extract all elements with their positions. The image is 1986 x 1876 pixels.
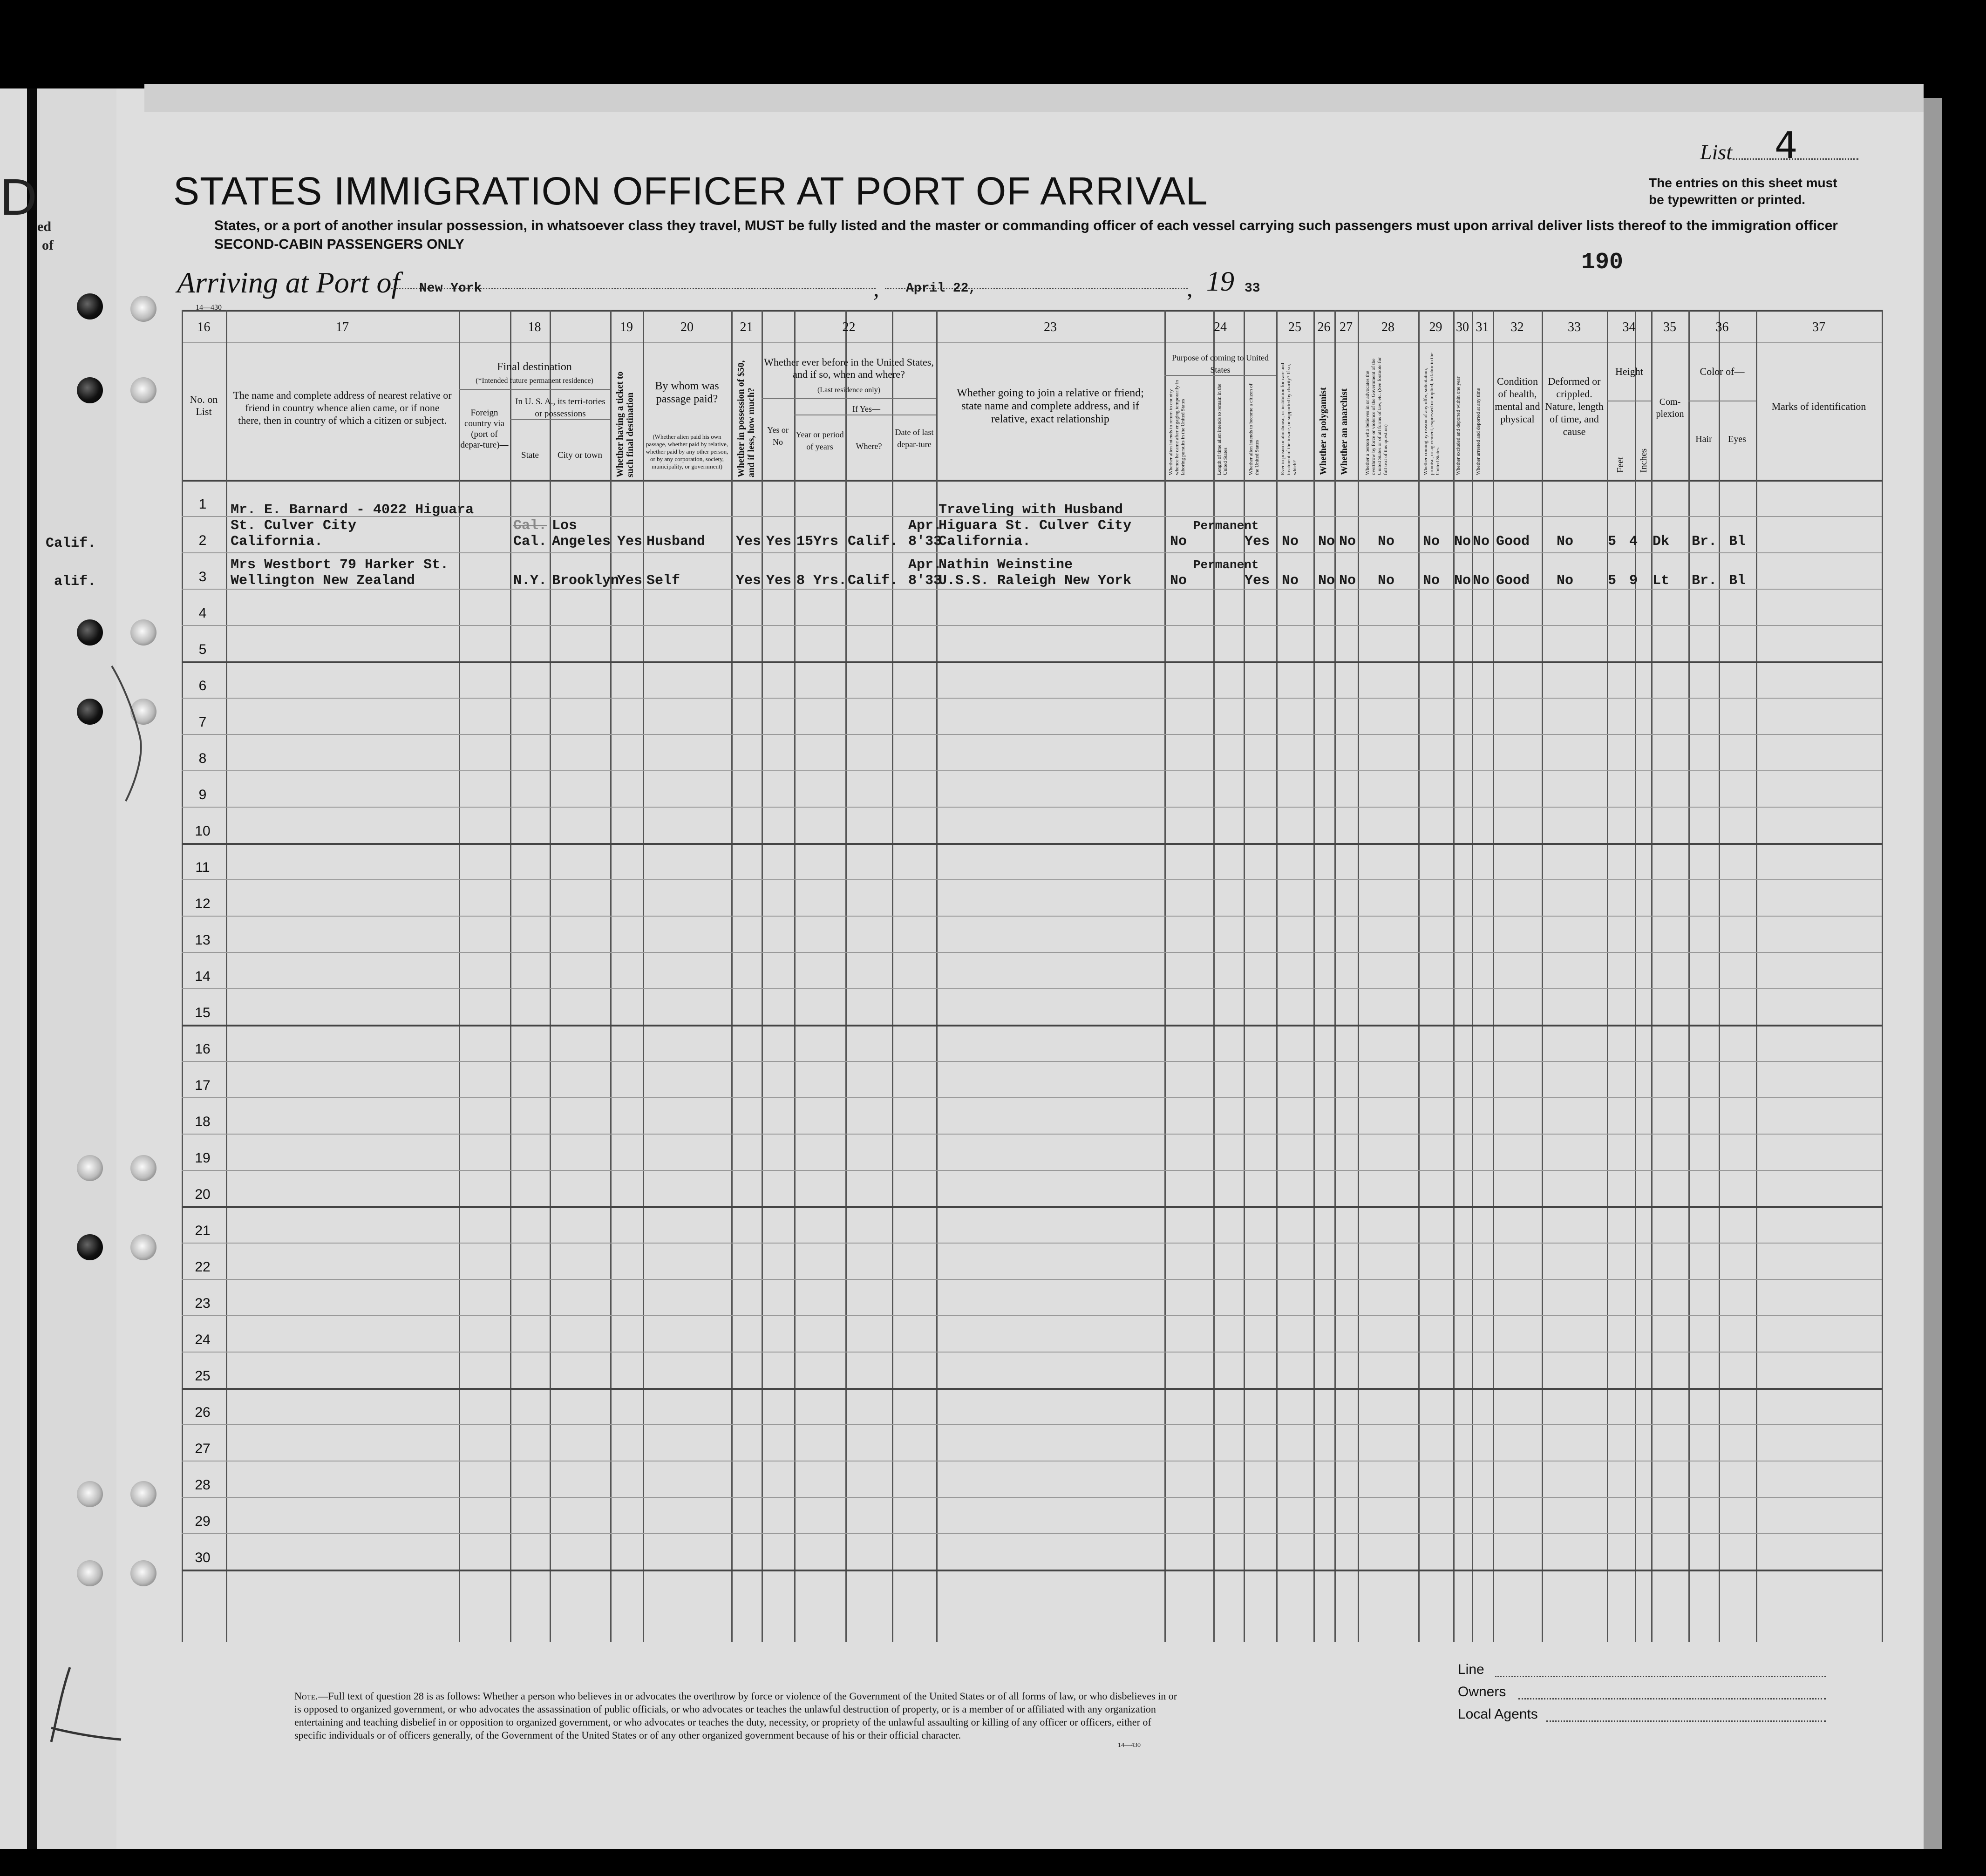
row1-dep-l1: Apr.: [908, 518, 942, 534]
hdr-city: City or town: [557, 450, 603, 460]
col-num-27: 27: [1340, 320, 1353, 334]
row-rule: [182, 1061, 1882, 1062]
typewritten-note-line1: The entries on this sheet must: [1649, 176, 1837, 190]
footnote-heading: Note.: [294, 1690, 318, 1702]
col-num-17: 17: [336, 320, 349, 334]
punch-hole: [77, 293, 103, 319]
row1-excluded: No: [1454, 534, 1471, 550]
hdr-purpose-return: Whether alien intends to return to country whence he came after engaging temporarily in laboring pursuits in the United States: [1168, 380, 1186, 475]
row-rule: [182, 1170, 1882, 1171]
row1-complexion: Dk: [1653, 534, 1670, 550]
hdr-color-of: Color of—: [1700, 366, 1745, 377]
hdr-polygamist: Whether a polygamist: [1318, 387, 1328, 475]
hdr-no-on-list: No. on List: [190, 394, 218, 417]
row1-join-l1: Traveling with Husband: [939, 502, 1123, 518]
row2-arrested: No: [1473, 573, 1490, 589]
row-rule: [182, 1570, 1882, 1571]
footnote: [294, 1690, 1179, 1742]
row1-purpose-citizen: Yes: [1245, 534, 1270, 550]
form-code-top: 14—430: [196, 304, 222, 312]
hdr-feet: Feet: [1615, 456, 1626, 473]
list-label: List: [1700, 140, 1733, 164]
col-num-36: 36: [1715, 320, 1729, 334]
row2-years: 8 Yrs.: [796, 573, 847, 589]
row-number: 17: [195, 1078, 211, 1093]
hdr-final-dest: Final destination: [497, 361, 572, 373]
row1-join-l3: California.: [939, 534, 1031, 550]
punch-hole: [130, 1234, 156, 1260]
row2-relative-l1: Mrs Westbort 79 Harker St.: [231, 557, 449, 573]
local-agents-label: Local Agents: [1458, 1706, 1538, 1722]
row1-hair: Br.: [1692, 534, 1717, 550]
hdr-yes-no: Yes or No: [767, 425, 789, 447]
instructions-text: States, or a port of another insular possession, in whatsoever class they travel, MUST be fully listed and the master or commanding officer of each vessel carrying such passengers must upon arrival deliver lists thereof to the immigration officer: [214, 218, 1838, 233]
hdr-if-yes: If Yes—: [852, 404, 880, 414]
hdr-purpose: Purpose of coming to United States: [1172, 353, 1269, 374]
row-number: 28: [195, 1477, 211, 1493]
row-number: 16: [195, 1041, 211, 1057]
year-prefix: 19: [1206, 266, 1234, 297]
row-number: 13: [195, 932, 211, 948]
row-rule: [182, 698, 1882, 699]
row2-purpose-return: No: [1170, 573, 1187, 589]
hdr-marks: Marks of identification: [1771, 401, 1866, 412]
row-rule: [182, 1533, 1882, 1534]
left-page-text-of: of: [42, 238, 54, 253]
row-number: 1: [198, 496, 207, 512]
left-page-letter: D: [0, 169, 37, 226]
row2-possession: Yes: [736, 573, 762, 589]
punch-hole: [130, 1560, 156, 1586]
row2-join-l1: Nathin Weinstine: [939, 557, 1073, 573]
row2-anarchist: No: [1339, 573, 1356, 589]
port-value: New York: [419, 281, 482, 296]
punch-hole: [77, 699, 103, 725]
punch-hole: [130, 619, 156, 646]
typewritten-note-line2: be typewritten or printed.: [1649, 192, 1806, 207]
form-code-bottom: 14—430: [1118, 1742, 1141, 1749]
row-number: 7: [198, 714, 207, 730]
footnote-text: —Full text of question 28 is as follows: Whether a person who believes in or advocates the overthrow by force or violence of the Government of the United States or of all forms of law, or who disbelieves in or is opposed to organized government, or who advocates the assassination of public officials, or who advocates or teaches the unlawful destruction of property, or is a member of or affiliated with any organization entertaining and teaching disbelief in or opposition to organized government, or who advocates or teaches the duty, necessity, or propriety of the unlawful assaulting or killing of any officer or officers, either of specific individuals or of officers generally, of the Government of the United States or of any other organized government because of his or their official character.: [294, 1690, 1177, 1741]
row2-health: Good: [1496, 573, 1530, 589]
row2-state: N.Y.: [513, 573, 547, 589]
row1-anarchist: No: [1339, 534, 1356, 550]
owners-label: Owners: [1458, 1684, 1506, 1699]
row1-contract-labor: No: [1423, 534, 1440, 550]
hdr-final-dest-note: (*Intended future permanent residence): [476, 377, 593, 385]
col-num-34: 34: [1622, 320, 1636, 334]
row-number: 22: [195, 1259, 211, 1275]
col-num-29: 29: [1429, 320, 1442, 334]
hdr-by-whom-note: (Whether alien paid his own passage, whether paid by relative, whether paid by any other person, or by any corporation, society, municipality, or government): [646, 433, 728, 470]
hdr-eyes: Eyes: [1728, 434, 1746, 444]
row1-city-l2: Angeles: [552, 534, 611, 550]
hdr-anarchist: Whether an anarchist: [1339, 388, 1349, 475]
row2-deformed: No: [1557, 573, 1574, 589]
col-num-16: 16: [197, 320, 211, 334]
table-top-rule: [182, 310, 1882, 312]
row1-polygamist: No: [1318, 534, 1335, 550]
header-bottom-rule: [182, 480, 1882, 482]
handwritten-mark: [107, 661, 163, 810]
row2-prison: No: [1282, 573, 1299, 589]
row-rule: [182, 916, 1882, 917]
row-number: 8: [198, 751, 207, 766]
row-rule: [182, 807, 1882, 808]
hdr-purpose-length: Length of time alien intends to remain in the United States: [1217, 383, 1228, 475]
row-number: 29: [195, 1514, 211, 1529]
sheet-top-band: [144, 84, 1924, 112]
punch-hole: [130, 296, 156, 322]
sheet-right-edge: [1924, 98, 1942, 1849]
row-number: 21: [195, 1223, 211, 1238]
row-number: 3: [198, 569, 207, 585]
hdr-question-28: Whether a person who believes in or advocates the overthrow by force or violence of the Government of the United States or of all forms of law, etc. (See footnote for full text of this question): [1365, 357, 1388, 475]
year-suffix: 33: [1245, 281, 1260, 296]
left-page-text-ed: ed: [37, 219, 51, 234]
row1-purpose-length: Permanent: [1193, 519, 1259, 533]
row1-relative-l3: California.: [231, 534, 323, 550]
row-number: 15: [195, 1005, 211, 1020]
punch-hole: [77, 1481, 103, 1507]
row-rule: [182, 1097, 1882, 1098]
row-number: 14: [195, 969, 211, 984]
row1-relative-l1: Mr. E. Barnard - 4022 Higuara: [231, 502, 474, 518]
arriving-label: Arriving at Port of: [177, 266, 400, 299]
row2-hair: Br.: [1692, 573, 1717, 589]
hdr-in-usa: In U. S. A., its terri-tories or possessions: [515, 397, 605, 419]
col-num-26: 26: [1317, 320, 1331, 334]
list-number: 4: [1775, 125, 1798, 167]
row-rule: [182, 952, 1882, 953]
row-rule: [182, 1134, 1882, 1135]
hdr-hair: Hair: [1695, 434, 1712, 444]
row1-possession: Yes: [736, 534, 762, 550]
line-field: [1495, 1676, 1826, 1677]
row-number: 30: [195, 1550, 211, 1565]
punch-hole: [130, 377, 156, 403]
punch-hole: [130, 1155, 156, 1181]
col-num-20: 20: [680, 320, 694, 334]
hdr-foreign-country: Foreign country via (port of depar-ture)—: [460, 408, 509, 450]
col-num-24: 24: [1214, 320, 1227, 334]
row1-deformed: No: [1557, 534, 1574, 550]
col-num-33: 33: [1568, 320, 1581, 334]
col-num-30: 30: [1456, 320, 1469, 334]
row2-join-l2: U.S.S. Raleigh New York: [939, 573, 1132, 589]
row-rule: [182, 661, 1882, 663]
row-number: 26: [195, 1405, 211, 1420]
hdr-by-whom: By whom was passage paid?: [655, 380, 719, 405]
hdr-date-last-dep: Date of last depar-ture: [895, 428, 934, 449]
row2-purpose-citizen: Yes: [1245, 573, 1270, 589]
hdr-prison: Ever in prison or almshouse, or institution for care and treatment of the insane, or supported by charity? If so, which?: [1280, 363, 1298, 475]
row2-polygamist: No: [1318, 573, 1335, 589]
row-number: 24: [195, 1332, 211, 1347]
owners-field: [1518, 1698, 1826, 1699]
row-number: 12: [195, 896, 211, 911]
col-num-32: 32: [1510, 320, 1524, 334]
punch-hole: [77, 1560, 103, 1586]
row-rule: [182, 1206, 1882, 1208]
row-number: 18: [195, 1114, 211, 1129]
col-num-21: 21: [740, 320, 753, 334]
hdr-condition: Condition of health, mental and physical: [1495, 375, 1540, 425]
left-page-fragment: [0, 88, 27, 1849]
comma: ,: [873, 275, 879, 301]
hdr-inches: Inches: [1639, 448, 1649, 473]
hdr-excluded: Whether excluded and deported within one year: [1455, 376, 1461, 475]
row2-ticket: Yes: [617, 573, 643, 589]
row2-inches: 9: [1629, 573, 1638, 589]
row-rule: [182, 879, 1882, 880]
row2-contract-labor: No: [1423, 573, 1440, 589]
left-page-calif-2: alif.: [54, 574, 96, 590]
punch-hole: [77, 1155, 103, 1181]
row2-dep-l1: Apr.: [908, 557, 942, 573]
left-page-calif-1: Calif.: [46, 536, 96, 551]
hdr-height: Height: [1615, 366, 1643, 377]
hdr-relative: The name and complete address of nearest relative or friend in country whence alien came, or if none there, then in country of which a citizen or subject.: [233, 389, 452, 426]
row-rule: [182, 625, 1882, 626]
col-num-28: 28: [1381, 320, 1394, 334]
row1-feet: 5: [1608, 534, 1617, 550]
row-rule: [182, 770, 1882, 771]
page-stamp: 190: [1581, 249, 1624, 276]
book-spine: [27, 88, 37, 1849]
row2-relative-l2: Wellington New Zealand: [231, 573, 415, 589]
col-num-18: 18: [528, 320, 541, 334]
row2-paid-by: Self: [646, 573, 680, 589]
col-num-37: 37: [1812, 320, 1825, 334]
row-rule: [182, 1279, 1882, 1280]
hdr-complexion: Com-plexion: [1656, 397, 1684, 419]
row1-ever-yes: Yes: [766, 534, 792, 550]
row-number: 19: [195, 1150, 211, 1166]
row1-join-l2: Higuara St. Culver City: [939, 518, 1132, 534]
row-rule: [182, 1388, 1882, 1390]
row2-feet: 5: [1608, 573, 1617, 589]
row2-where: Calif.: [848, 573, 898, 589]
punch-hole: [77, 619, 103, 646]
row2-ever-yes: Yes: [766, 573, 792, 589]
hdr-purpose-citizen: Whether alien intends to become a citizen of the United States: [1248, 383, 1260, 475]
row-rule: [182, 988, 1882, 989]
row2-excluded: No: [1454, 573, 1471, 589]
row1-arrested: No: [1473, 534, 1490, 550]
local-agents-field: [1546, 1720, 1826, 1722]
hdr-last-residence: (Last residence only): [817, 386, 881, 394]
row-number: 11: [195, 860, 210, 875]
row1-dep-l2: 8'33: [908, 534, 942, 550]
row-rule: [182, 1025, 1882, 1026]
hdr-possession: Whether in possession of $50, and if less, how much?: [736, 360, 756, 477]
row1-prison: No: [1282, 534, 1299, 550]
hdr-ticket: Whether having a ticket to such final destination: [615, 371, 635, 477]
row1-eyes: Bl: [1729, 534, 1746, 550]
row1-inches: 4: [1629, 534, 1638, 550]
row2-city: Brooklyn: [552, 573, 619, 589]
row-number: 23: [195, 1296, 211, 1311]
row-number: 6: [198, 678, 207, 693]
row-number: 4: [198, 605, 207, 621]
row-rule: [182, 589, 1882, 590]
row1-where: Calif.: [848, 534, 898, 550]
handwritten-check-mark: [42, 1658, 135, 1751]
row1-relative-l2: St. Culver City: [231, 518, 357, 534]
row-rule: [182, 1497, 1882, 1498]
row-number: 20: [195, 1187, 211, 1202]
row2-complexion: Lt: [1653, 573, 1670, 589]
hdr-where: Where?: [856, 442, 882, 451]
row-number: 10: [195, 823, 211, 839]
hdr-arrested: Whether arrested and deported at any time: [1476, 388, 1481, 475]
row-rule: [182, 552, 1882, 553]
row-number: 27: [195, 1441, 211, 1456]
row2-question-28: No: [1378, 573, 1395, 589]
row-number: 2: [198, 533, 207, 548]
row2-dep-l2: 8'33: [908, 573, 942, 589]
row-rule: [182, 1243, 1882, 1244]
row1-question-28: No: [1378, 534, 1395, 550]
punch-hole: [130, 1481, 156, 1507]
col-num-22: 22: [842, 320, 856, 334]
row-rule: [182, 734, 1882, 735]
col-num-23: 23: [1044, 320, 1057, 334]
page-title: STATES IMMIGRATION OFFICER AT PORT OF ARRIVAL: [173, 169, 1208, 213]
row-rule: [182, 1315, 1882, 1316]
row1-state: Cal.: [513, 534, 547, 550]
row1-years: 15Yrs: [796, 534, 839, 550]
row-number: 25: [195, 1368, 211, 1384]
comma: ,: [1187, 275, 1193, 301]
row1-purpose-return: No: [1170, 534, 1187, 550]
row1-ticket: Yes: [617, 534, 643, 550]
row-number: 9: [198, 787, 207, 802]
row-number: 5: [198, 642, 207, 657]
hdr-state: State: [521, 450, 539, 460]
row1-paid-by: Husband: [646, 534, 706, 550]
row1-state-crossed: Cal.: [513, 518, 547, 534]
date-value: April 22,: [906, 281, 977, 296]
hdr-join-relative: Whether going to join a relative or friend; state name and complete address, and if relative, exact relationship: [957, 387, 1144, 425]
col-num-31: 31: [1476, 320, 1489, 334]
punch-hole: [77, 1234, 103, 1260]
hdr-ever-before: Whether ever before in the United States, and if so, when and where?: [764, 356, 934, 380]
hdr-deformed: Deformed or crippled. Nature, length of time, and cause: [1545, 375, 1604, 437]
col-num-19: 19: [620, 320, 633, 334]
row-rule: [182, 1352, 1882, 1353]
row2-eyes: Bl: [1729, 573, 1746, 589]
col-num-25: 25: [1288, 320, 1301, 334]
line-label: Line: [1458, 1662, 1484, 1677]
row-rule: [182, 843, 1882, 845]
col-num-35: 35: [1663, 320, 1676, 334]
hdr-contract-labor: Whether coming by reason of any offer, solicitation, promise, or agreement, expressed or implied, to labor in the United States: [1423, 353, 1441, 475]
row1-health: Good: [1496, 534, 1530, 550]
row2-purpose-length: Permanent: [1193, 558, 1259, 572]
typewritten-note: [1649, 175, 1837, 208]
hdr-year-period: Year or period of years: [796, 430, 844, 451]
punch-hole: [77, 377, 103, 403]
passenger-class-label: SECOND-CABIN PASSENGERS ONLY: [214, 237, 464, 252]
header-rule: [182, 342, 1882, 343]
row1-city-l1: Los: [552, 518, 578, 534]
row-rule: [182, 1424, 1882, 1425]
